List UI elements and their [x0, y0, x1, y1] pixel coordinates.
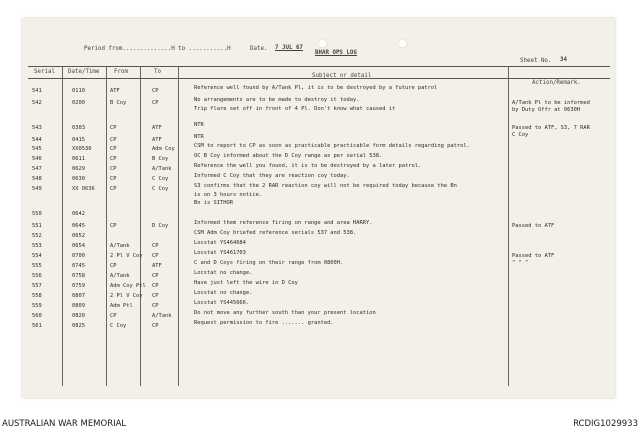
row-time: 0745 [72, 263, 85, 269]
col-header-action: Action/Remark. [532, 80, 581, 86]
row-subject-line: Reference the well you found, it is to be destroyed by a later patrol. [194, 163, 422, 169]
row-to: C Coy [152, 176, 169, 182]
row-time: 0642 [72, 211, 85, 217]
row-time: 0654 [72, 243, 85, 249]
row-subject-line: Locstat no change. [194, 290, 253, 296]
row-action-line: A/Tank Pl to be informed [512, 100, 590, 106]
date-label: Date. [250, 46, 268, 52]
row-subject-line: Locstat YS445666. [194, 300, 250, 306]
row-time: 0303 [72, 125, 85, 131]
row-action-line: Passed to ATF [512, 223, 555, 229]
row-to: CP [152, 243, 159, 249]
row-serial: 547 [32, 166, 42, 172]
row-to: CP [152, 88, 159, 94]
row-serial: 550 [32, 211, 42, 217]
row-serial: 548 [32, 176, 42, 182]
row-to: A/Tank [152, 166, 172, 172]
row-to: Adm Coy [152, 146, 175, 152]
row-serial: 560 [32, 313, 42, 319]
row-time: 0759 [72, 283, 85, 289]
row-time: XX 0636 [72, 186, 95, 192]
row-subject-line: Informed C Coy that they are reaction coy today. [194, 173, 350, 179]
row-from: A/Tank [110, 273, 130, 279]
row-subject-line: NTR [194, 134, 204, 140]
row-serial: 561 [32, 323, 42, 329]
row-serial: 551 [32, 223, 42, 229]
row-time: 0700 [72, 253, 85, 259]
col-divider-to [178, 66, 179, 386]
punch-hole-right [398, 39, 407, 48]
row-time: 0645 [72, 223, 85, 229]
row-from: B Coy [110, 100, 127, 106]
row-from: CP [110, 176, 117, 182]
row-action-line: Passed to ATF, S3, 7 RAR [512, 125, 590, 131]
row-subject-line: Request permission to fire ....... granted. [194, 320, 334, 326]
row-subject-line: Bn is SITHOR [194, 200, 233, 206]
row-time: 0110 [72, 88, 85, 94]
row-to: CP [152, 293, 159, 299]
row-from: 2 Pl V Coy [110, 293, 143, 299]
row-from: CP [110, 146, 117, 152]
row-serial: 545 [32, 146, 42, 152]
row-serial: 543 [32, 125, 42, 131]
row-time: 0809 [72, 303, 85, 309]
row-to: ATF [152, 125, 162, 131]
row-subject-line: Do not move any further south than your present location [194, 310, 376, 316]
row-from: 2 Pl V Coy [110, 253, 143, 259]
row-subject-line: C and D Coys firing on their range from 0800H. [194, 260, 344, 266]
row-serial: 544 [32, 137, 42, 143]
row-serial: 554 [32, 253, 42, 259]
row-subject-line: CSM Adm Coy briefed reference serials 537 and 538. [194, 230, 357, 236]
row-time: 0200 [72, 100, 85, 106]
row-serial: 556 [32, 273, 42, 279]
row-to: CP [152, 283, 159, 289]
row-to: CP [152, 323, 159, 329]
row-serial: 546 [32, 156, 42, 162]
row-from: CP [110, 137, 117, 143]
col-header-to: To [154, 69, 161, 75]
row-to: CP [152, 253, 159, 259]
footer-record-id: RCDIG1029933 [573, 419, 638, 429]
row-serial: 557 [32, 283, 42, 289]
row-serial: 555 [32, 263, 42, 269]
row-from: CP [110, 156, 117, 162]
row-subject-line: Informed them reference firing on range and area HARRY. [194, 220, 373, 226]
log-title: BHAR OPS LOG [315, 50, 357, 56]
row-serial: 549 [32, 186, 42, 192]
col-header-serial: Serial [34, 69, 55, 75]
row-serial: 553 [32, 243, 42, 249]
row-to: ATF [152, 137, 162, 143]
col-divider-time [106, 66, 107, 386]
row-from: CP [110, 313, 117, 319]
sheet-value: 34 [560, 57, 567, 63]
row-serial: 558 [32, 293, 42, 299]
row-subject-line: CSM to report to CP as soon as practicable practicable form details regarding patrol. [194, 143, 470, 149]
period-field: Period from..............H to ...........H [84, 46, 231, 52]
col-header-subject: Subject or detail [312, 73, 372, 79]
col-divider-from [140, 66, 141, 386]
row-time: 0820 [72, 313, 85, 319]
row-to: CP [152, 100, 159, 106]
row-time: 0629 [72, 166, 85, 172]
row-serial: 559 [32, 303, 42, 309]
footer-archive-name: AUSTRALIAN WAR MEMORIAL [2, 419, 127, 429]
sheet-label: Sheet No. [520, 58, 552, 64]
row-from: CP [110, 223, 117, 229]
row-subject-line: Reference well found by A/Tank Pl, it is to be destroyed by a future patrol [194, 85, 438, 91]
row-action-line: Passed to ATF [512, 253, 555, 259]
row-serial: 541 [32, 88, 42, 94]
col-header-datetime: Date/Time [68, 69, 100, 75]
row-to: B Coy [152, 156, 169, 162]
row-action-line: C Coy [512, 132, 529, 138]
row-from: ATF [110, 88, 120, 94]
row-action-line: by Duty Offr at 0630H [512, 107, 581, 113]
row-subject-line: S3 confirms that the 2 RAR reaction coy will not be required today because the Bn [194, 183, 457, 189]
row-time: 0807 [72, 293, 85, 299]
row-serial: 552 [32, 233, 42, 239]
row-from: CP [110, 263, 117, 269]
row-time: 0652 [72, 233, 85, 239]
row-time: XX0530 [72, 146, 92, 152]
row-subject-line: Locstat YS464684 [194, 240, 246, 246]
row-time: 0415 [72, 137, 85, 143]
row-time: 0611 [72, 156, 85, 162]
col-divider-serial [62, 66, 63, 386]
date-value: 7 JUL 67 [275, 45, 303, 51]
row-time: 0758 [72, 273, 85, 279]
row-to: C Coy [152, 186, 169, 192]
log-sheet [22, 18, 615, 398]
row-from: CP [110, 186, 117, 192]
row-to: CP [152, 303, 159, 309]
row-subject-line: OC B Coy informed about the D Coy range as per serial 538. [194, 153, 383, 159]
row-subject-line: is on 3 hours notice. [194, 191, 263, 198]
row-from: CP [110, 125, 117, 131]
row-from: Adm Coy Ptl [110, 283, 146, 289]
row-from: A/Tank [110, 243, 130, 249]
row-time: 0825 [72, 323, 85, 329]
row-to: A/Tank [152, 313, 172, 319]
row-serial: 542 [32, 100, 42, 106]
header-rule-top [28, 66, 610, 67]
row-subject-line: Trip flare set off in front of 4 Pl. Don't know what caused it [194, 105, 396, 112]
row-time: 0630 [72, 176, 85, 182]
row-action-line: " " " [512, 260, 529, 266]
row-from: Adm Ptl [110, 303, 133, 309]
row-to: D Coy [152, 223, 169, 229]
row-subject-line: No arrangements are to be made to destroy it today. [194, 97, 360, 103]
row-subject-line: Have just left the wire in D Coy [194, 280, 298, 286]
row-to: ATF [152, 263, 162, 269]
col-divider-subject [508, 66, 509, 386]
row-to: CP [152, 273, 159, 279]
col-header-from: From [114, 69, 128, 75]
row-from: CP [110, 166, 117, 172]
row-subject-line: NTR [194, 122, 204, 128]
row-subject-line: Locstat no change. [194, 270, 253, 276]
row-subject-line: Locstat YS461703 [194, 250, 246, 256]
punch-hole-left [318, 39, 327, 48]
row-from: C Coy [110, 323, 127, 329]
